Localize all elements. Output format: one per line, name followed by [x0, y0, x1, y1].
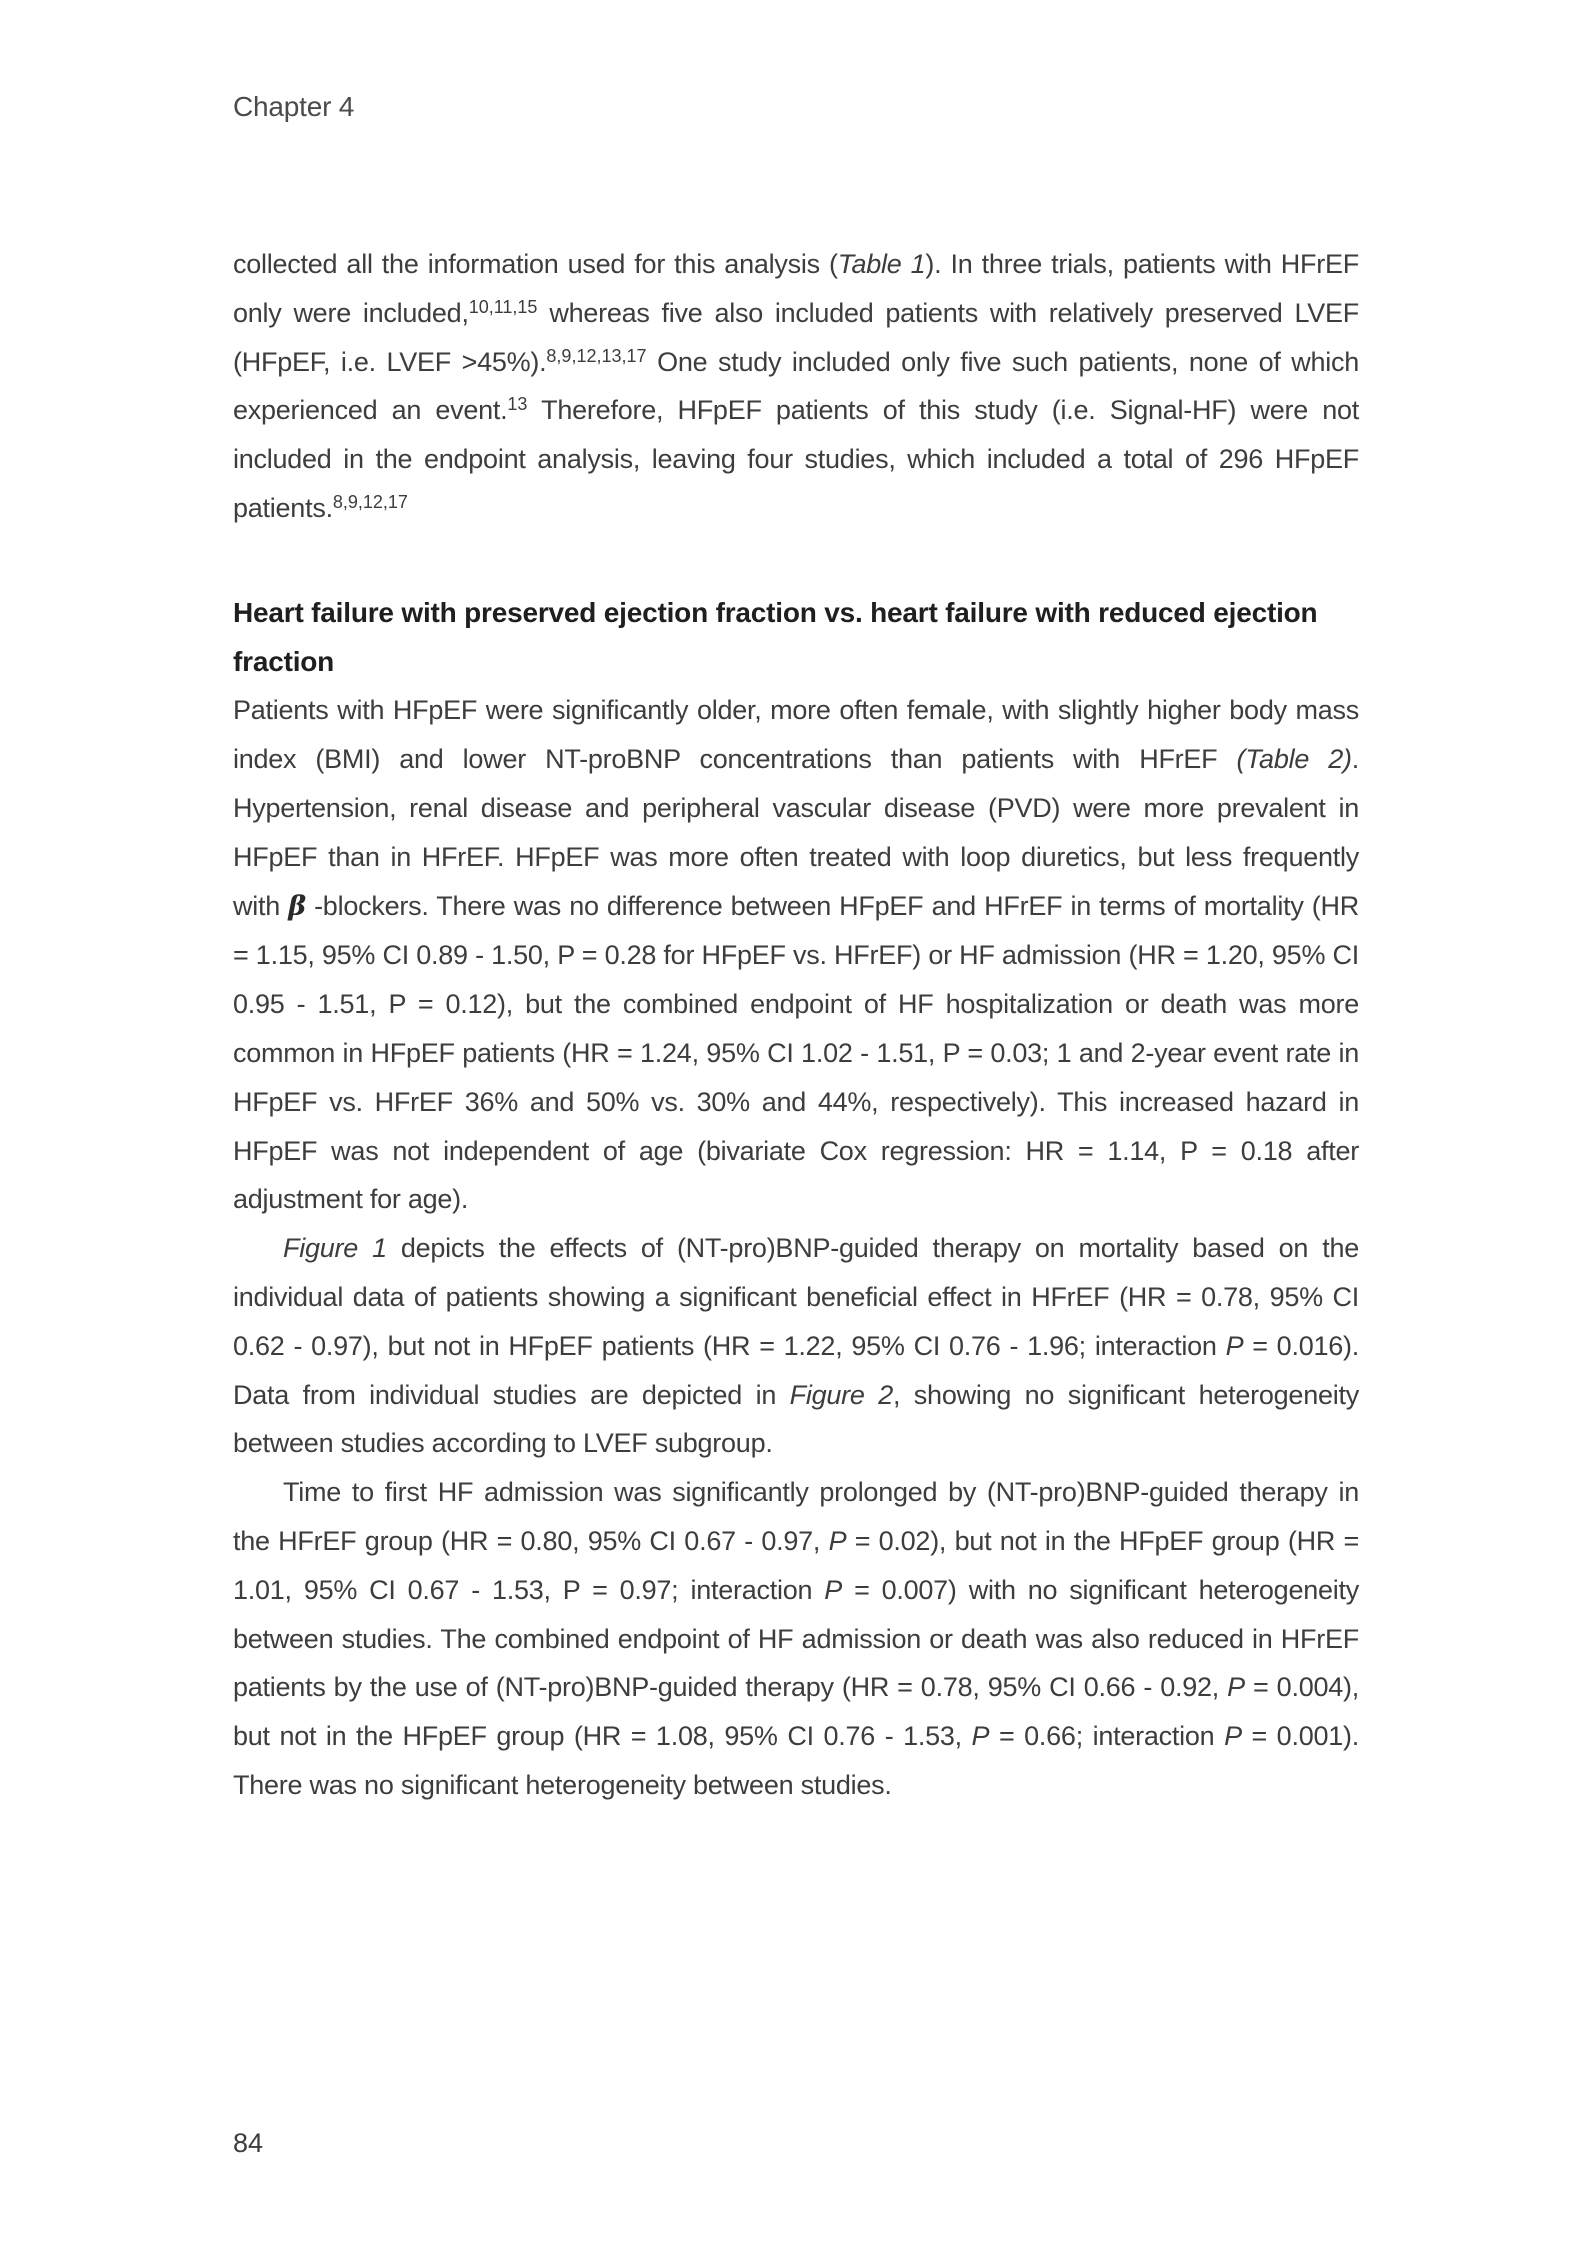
- text-run: = 0.001). There was no significant heterogeneity between studies.: [233, 1721, 1359, 1800]
- section-heading: Heart failure with preserved ejection fraction vs. heart failure with reduced ejection fraction: [233, 596, 1318, 677]
- text-run: P: [824, 1574, 843, 1605]
- text-run: Figure 2: [789, 1379, 893, 1410]
- text-run: Figure 1: [283, 1233, 387, 1264]
- text-run: P: [1225, 1330, 1244, 1361]
- hf-admission-paragraph: [233, 1468, 1359, 1810]
- reference-superscript: 13: [507, 394, 528, 415]
- text-run: = 0.004), but not in the HFpEF group (HR = 1.08, 95% CI 0.76 - 1.53,: [233, 1672, 1359, 1752]
- reference-superscript: 8,9,12,13,17: [546, 345, 647, 366]
- text-run: ). In three trials, patients with HFrEF only were included,: [233, 249, 1359, 328]
- text-run: = 0.66; interaction: [989, 1721, 1225, 1752]
- text-run: β: [288, 890, 306, 922]
- text-run: P: [971, 1721, 990, 1752]
- intro-paragraph: [233, 240, 1359, 533]
- page-number: 84: [233, 2128, 264, 2158]
- reference-superscript: 10,11,15: [468, 296, 538, 317]
- text-run: P: [828, 1525, 847, 1556]
- reference-superscript: 8,9,12,17: [332, 491, 408, 512]
- text-run: = 0.007) with no significant heterogeneity between studies. The combined endpoint of HF admission or death was also reduced in HFrEF patients by the use of (NT-pro)BNP-guided therapy (HR = 0.78, 95% CI 0.66 - 0.92,: [233, 1574, 1359, 1703]
- figure1-paragraph: [233, 1224, 1359, 1468]
- text-run: Therefore, HFpEF patients of this study (i.e. Signal-HF) were not included in the endpoint analysis, leaving four studies, which included a total of 296 HFpEF patients.: [233, 395, 1359, 523]
- text-run: = 0.016). Data from individual studies are depicted in: [233, 1330, 1359, 1410]
- text-run: , showing no significant heterogeneity between studies according to LVEF subgroup.: [233, 1379, 1359, 1459]
- text-column: [233, 240, 1359, 1810]
- text-run: Time to first HF admission was significantly prolonged by (NT-pro)BNP-guided therapy in the HFrEF group (HR = 0.80, 95% CI 0.67 - 0.97,: [233, 1477, 1359, 1556]
- text-run: (Table 2): [1236, 744, 1352, 775]
- text-run: collected all the information used for this analysis (: [233, 249, 838, 279]
- text-run: = 0.02), but not in the HFpEF group (HR = 1.01, 95% CI 0.67 - 1.53, P = 0.97; interaction: [233, 1525, 1360, 1605]
- hfpef-vs-hfref-paragraph: [233, 686, 1359, 1224]
- text-run: Patients with HFpEF were significantly older, more often female, with slightly higher body mass index (BMI) and lower NT-proBNP concentrations than patients with HFrEF: [233, 695, 1359, 775]
- text-run: P: [1227, 1672, 1245, 1703]
- text-run: whereas five also included patients with relatively preserved LVEF (HFpEF, i.e. LVEF >45%).: [233, 297, 1359, 377]
- text-run: -blockers. There was no difference between HFpEF and HFrEF in terms of mortality (HR = 1.15, 95% CI 0.89 - 1.50, P = 0.28 for HFpEF vs. HFrEF) or HF admission (HR = 1.20, 95% CI 0.95 - 1.51, P = 0.12), but the combined endpoint of HF hospitalization or death was more common in HFpEF patients (HR = 1.24, 95% CI 1.02 - 1.51, P = 0.03; 1 and 2-year event rate in HFpEF vs. HFrEF 36% and 50% vs. 30% and 44%, respectively). This increased hazard in HFpEF was not independent of age (bivariate Cox regression: HR = 1.14, P = 0.18 after adjustment for age).: [233, 890, 1359, 1215]
- text-run: . Hypertension, renal disease and peripheral vascular disease (PVD) were more prevalent in HFpEF than in HFrEF. HFpEF was more often treated with loop diuretics, but less frequently with: [233, 744, 1359, 921]
- text-run: P: [1224, 1721, 1242, 1752]
- chapter-header-label: Chapter 4: [233, 91, 355, 122]
- text-run: depicts the effects of (NT-pro)BNP-guided therapy on mortality based on the individual data of patients showing a significant beneficial effect in HFrEF (HR = 0.78, 95% CI 0.62 - 0.97), but not in HFpEF patients (HR = 1.22, 95% CI 0.76 - 1.96; interaction: [233, 1233, 1359, 1361]
- text-run: Table 1: [837, 249, 926, 279]
- text-run: One study included only five such patients, none of which experienced an event.: [233, 346, 1359, 426]
